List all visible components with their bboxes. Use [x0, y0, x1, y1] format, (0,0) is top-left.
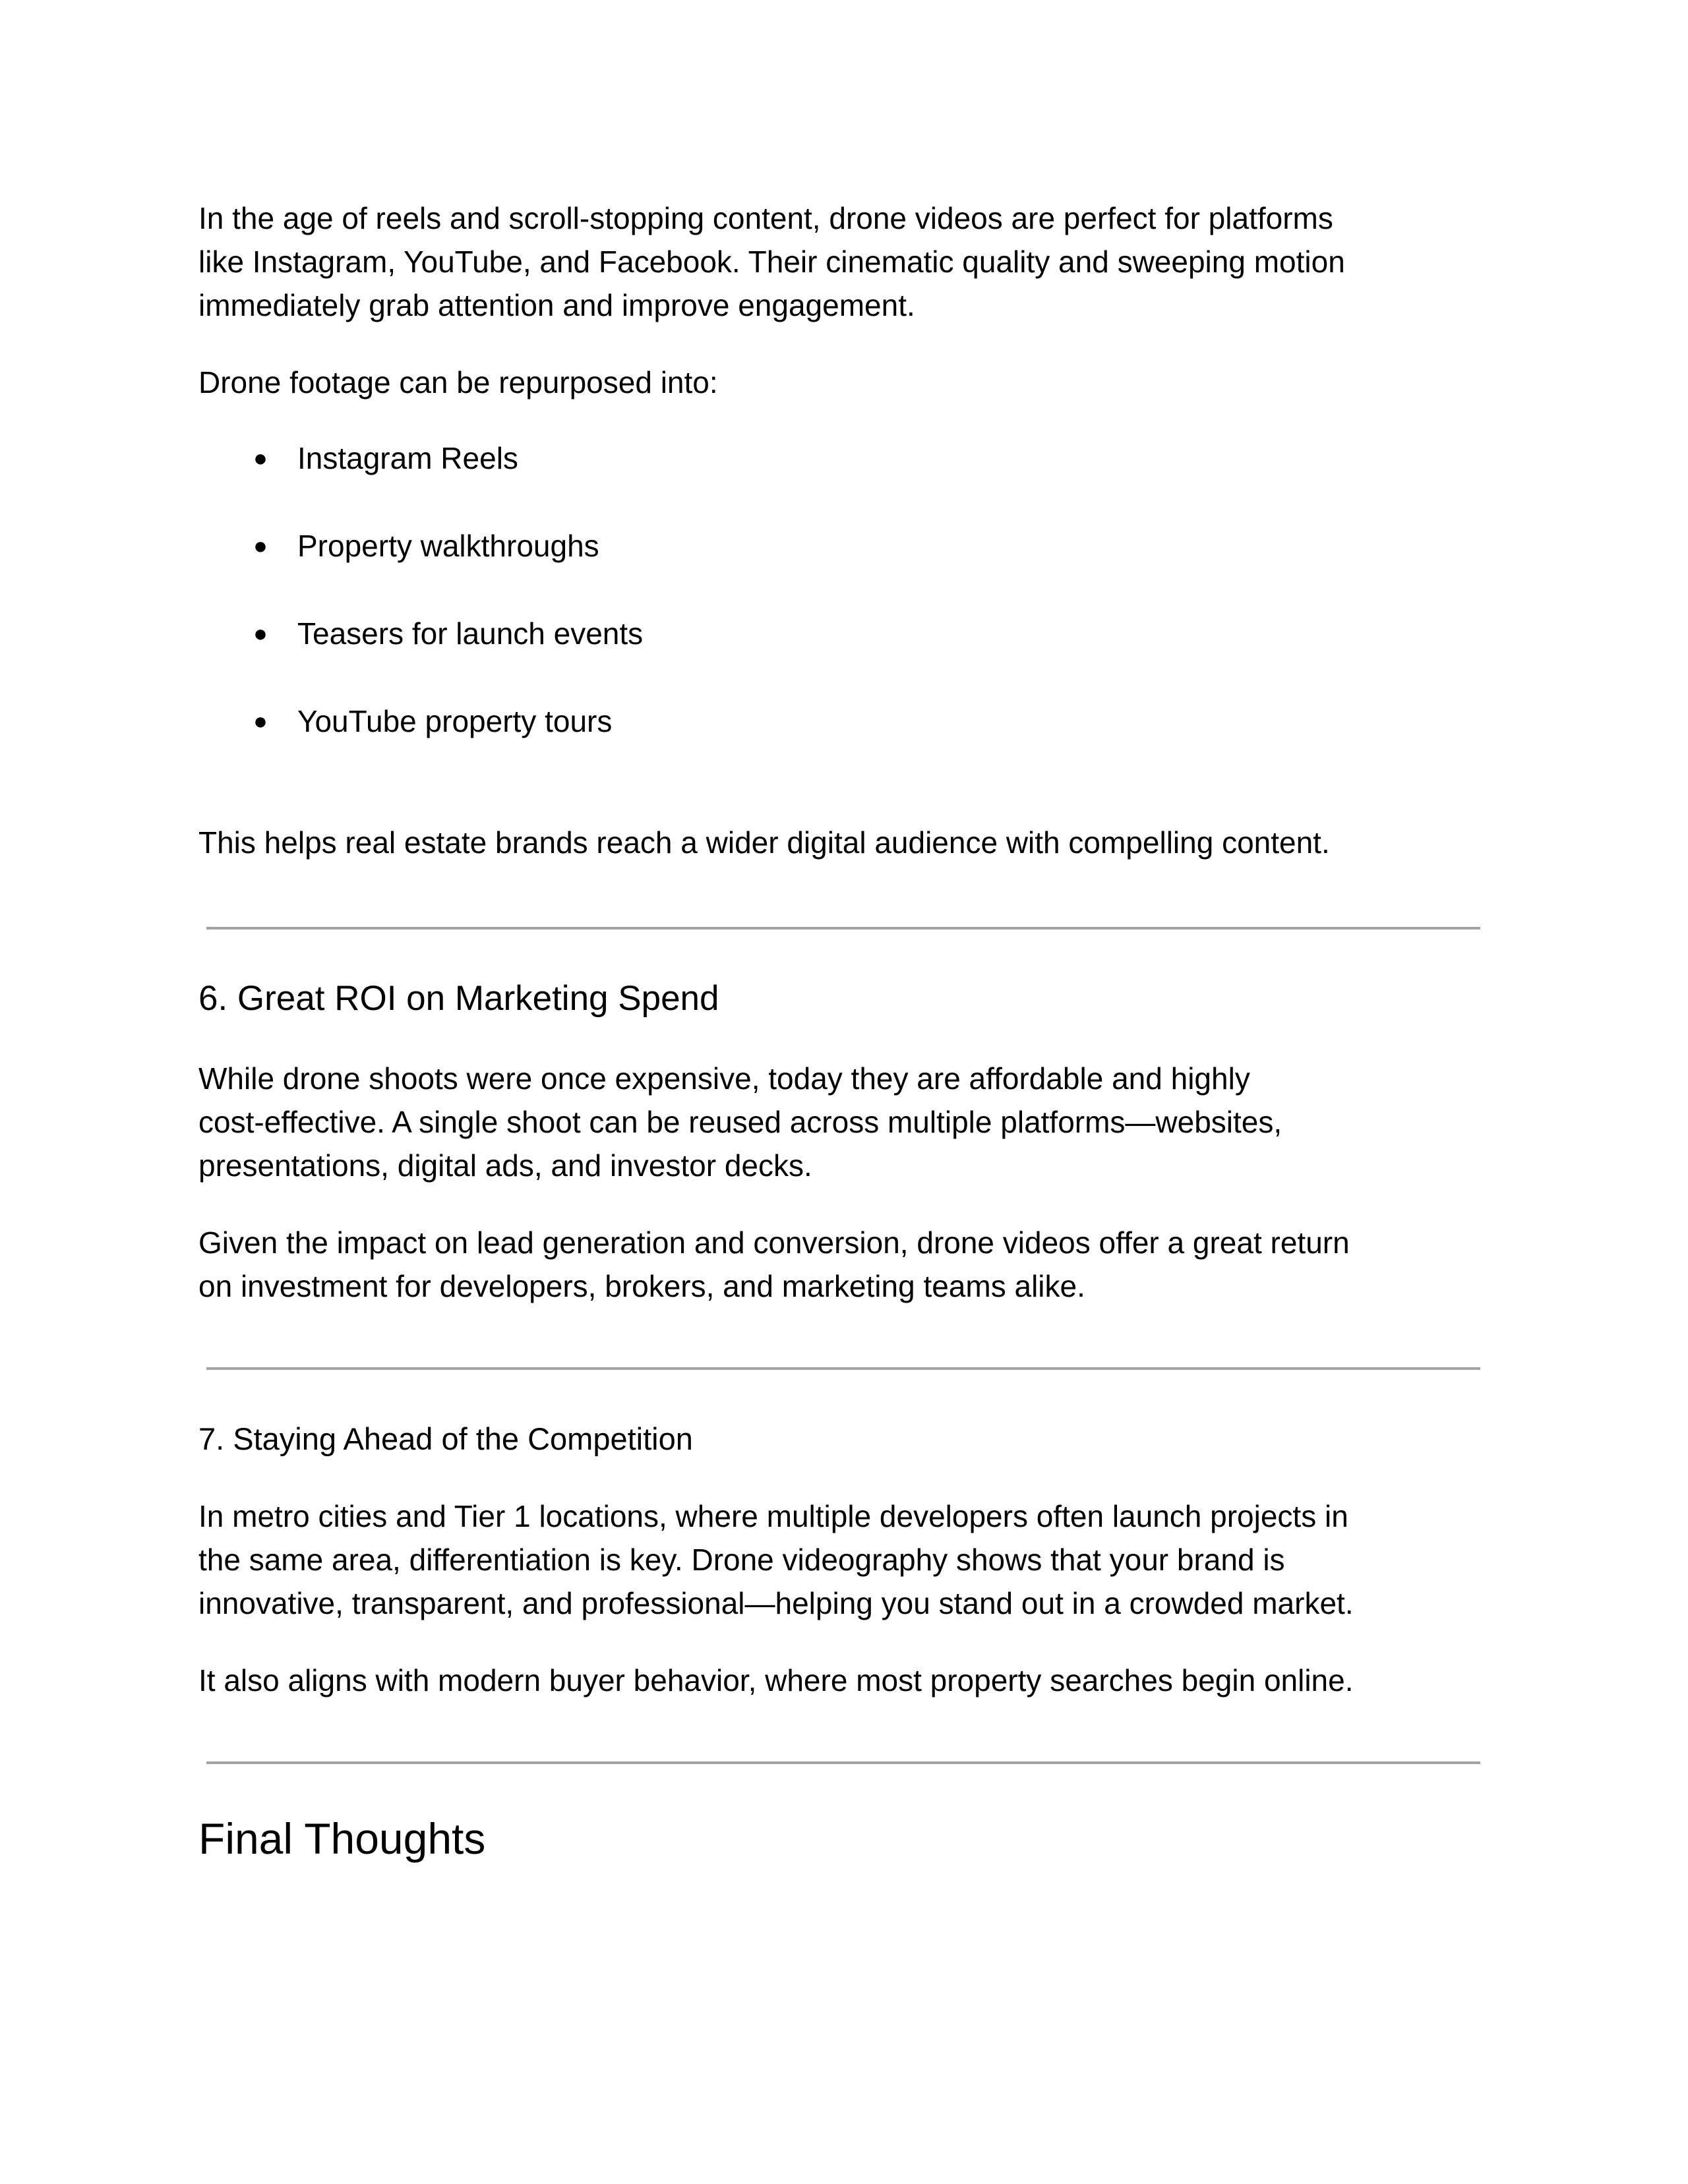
list-item-text: Property walkthroughs [297, 529, 599, 563]
bullet-icon: ● [253, 444, 268, 471]
paragraph-line: the same area, differentiation is key. Drone videography shows that your brand is [198, 1543, 1285, 1577]
section-6-paragraph-1 [198, 1057, 1504, 1187]
section-7-paragraph-2 [198, 1659, 1504, 1702]
list-item-text: Teasers for launch events [297, 616, 644, 651]
intro-line: In the age of reels and scroll-stopping content, drone videos are perfect for platforms [198, 201, 1333, 235]
bullet-icon: ● [253, 532, 268, 559]
section-divider [206, 1761, 1480, 1764]
section-divider [206, 927, 1480, 930]
section-7-heading: 7. Staying Ahead of the Competition [198, 1421, 693, 1456]
bullet-icon: ● [253, 620, 268, 647]
section-6-heading: 6. Great ROI on Marketing Spend [198, 979, 719, 1018]
list-item-text: Instagram Reels [297, 441, 518, 475]
paragraph-line: presentations, digital ads, and investor decks. [198, 1148, 812, 1183]
paragraph-line: In metro cities and Tier 1 locations, where multiple developers often launch projects in [198, 1499, 1348, 1533]
paragraph-line: on investment for developers, brokers, and marketing teams alike. [198, 1269, 1085, 1303]
paragraph-line: It also aligns with modern buyer behavior, where most property searches begin online. [198, 1663, 1354, 1697]
section-6-paragraph-2 [198, 1221, 1504, 1308]
paragraph-line: While drone shoots were once expensive, today they are affordable and highly [198, 1061, 1250, 1096]
paragraph-line: cost-effective. A single shoot can be reused across multiple platforms—websites, [198, 1105, 1282, 1139]
list-item-text: YouTube property tours [297, 704, 613, 738]
intro-line: like Instagram, YouTube, and Facebook. Their cinematic quality and sweeping motion [198, 245, 1345, 279]
repurpose-lead [198, 361, 1504, 404]
repurpose-closing [198, 821, 1504, 864]
bullet-icon: ● [253, 707, 268, 734]
paragraph-line: Given the impact on lead generation and conversion, drone videos offer a great return [198, 1225, 1350, 1260]
final-thoughts-heading: Final Thoughts [198, 1814, 486, 1863]
section-7-paragraph-1 [198, 1494, 1504, 1625]
repurpose-lead-text: Drone footage can be repurposed into: [198, 365, 718, 399]
paragraph-line: innovative, transparent, and professional—helping you stand out in a crowded market. [198, 1586, 1354, 1620]
repurpose-closing-text: This helps real estate brands reach a wider digital audience with compelling content. [198, 825, 1330, 860]
intro-line: immediately grab attention and improve engagement. [198, 288, 915, 322]
intro-paragraph [198, 196, 1504, 327]
section-divider [206, 1367, 1480, 1370]
